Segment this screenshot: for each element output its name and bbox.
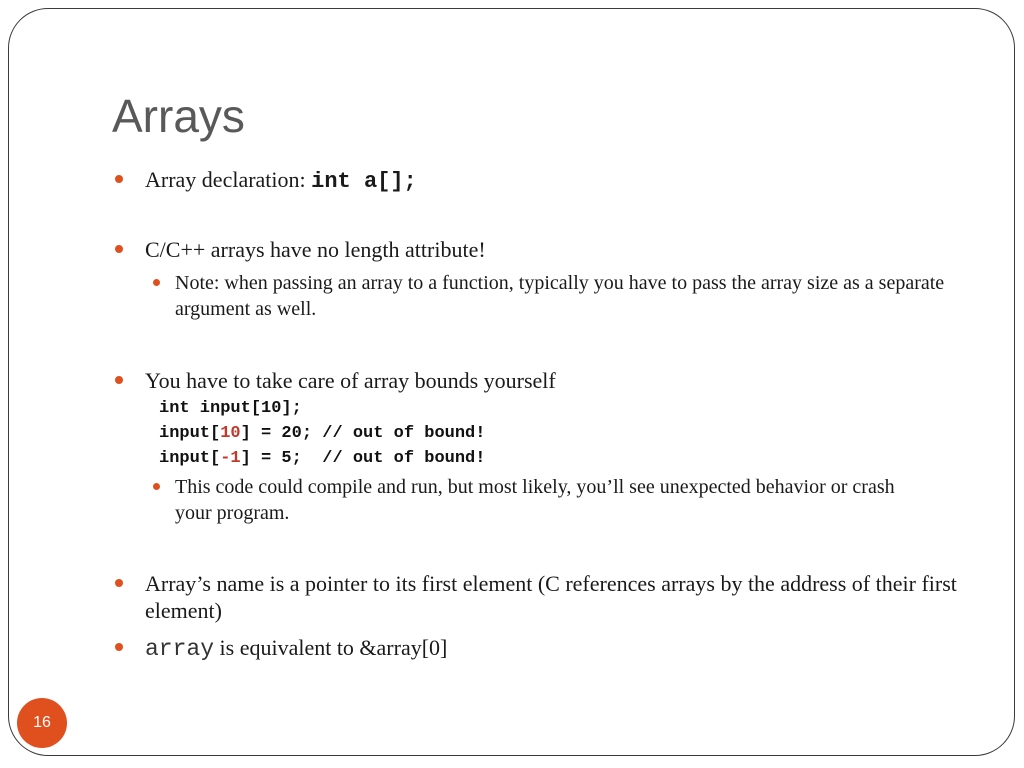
sub-bullet-unexpected-behavior: This code could compile and run, but most likely, you’ll see unexpected behavior or crash your program.: [175, 476, 895, 524]
bullet-dot-icon: [115, 175, 123, 183]
bullet-dot-icon: [115, 245, 123, 253]
code-number: 10: [220, 424, 241, 443]
inline-code: int a[];: [311, 169, 417, 194]
bullet-dot-icon: [115, 376, 123, 384]
bullet-text: Array declaration:: [145, 167, 312, 192]
code-segment: ] = 20; // out of bound!: [240, 424, 486, 443]
sub-bullet-note: Note: when passing an array to a function, typically you have to pass the array size as a separate argument as well.: [175, 272, 945, 320]
bullet-no-length-attribute: C/C++ arrays have no length attribute!: [145, 237, 486, 262]
bullet-dot-icon: [115, 579, 123, 587]
bullet-text: is equivalent to &array[0]: [214, 635, 448, 660]
bullet-dot-icon: [115, 643, 123, 651]
bullet-array-declaration: [145, 166, 417, 195]
code-segment: ] = 5; // out of bound!: [240, 449, 486, 468]
slide-number-badge: 16: [17, 698, 67, 748]
code-segment: input[: [159, 424, 221, 443]
bullet-array-bounds: You have to take care of array bounds yourself: [145, 368, 556, 393]
bullet-array-equivalent: [145, 634, 447, 663]
inline-code: array: [145, 636, 215, 662]
sub-bullet-dot-icon: [153, 483, 160, 490]
code-line-3: [159, 447, 485, 471]
bullet-array-name-pointer: Array’s name is a pointer to its first element (C references arrays by the address of their first element): [145, 571, 957, 623]
code-number: -1: [220, 449, 241, 468]
code-line-1: int input[10];: [159, 399, 302, 418]
code-segment: input[: [159, 449, 221, 468]
code-line-2: [159, 422, 485, 446]
sub-bullet-dot-icon: [153, 279, 160, 286]
slide-title: Arrays: [112, 90, 245, 142]
